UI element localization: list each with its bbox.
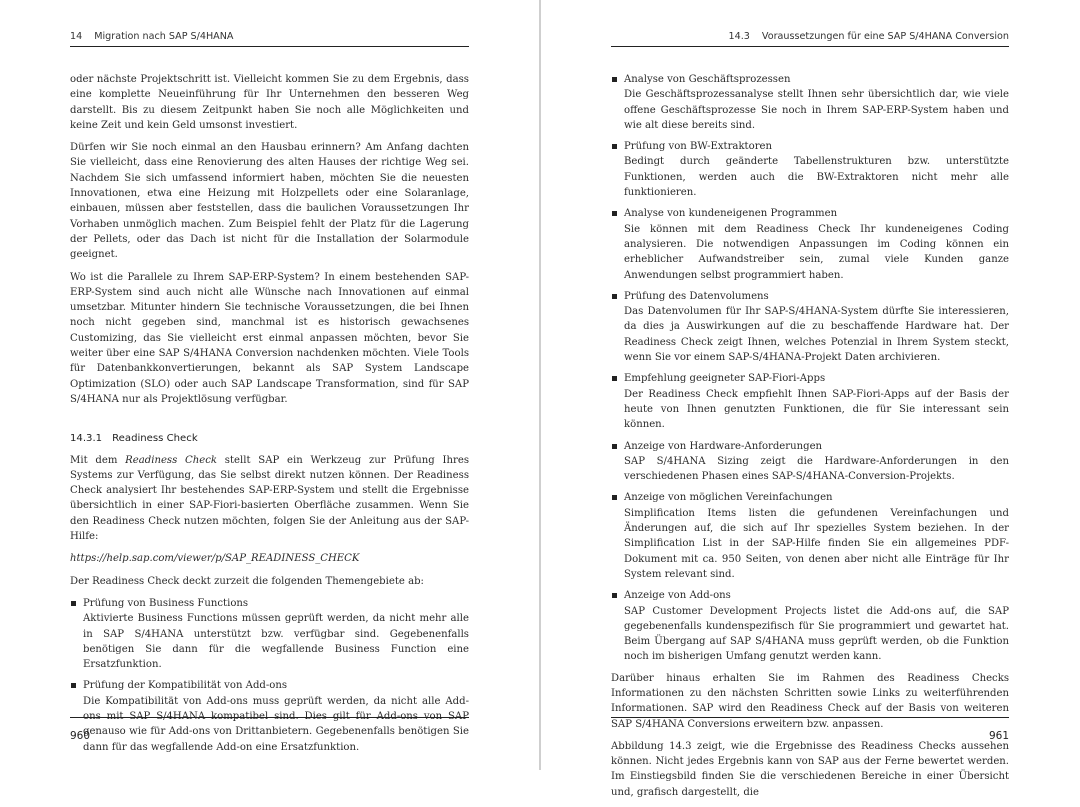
intro-paragraph (70, 453, 469, 545)
bullet-square-icon (612, 593, 617, 598)
right-running-header (611, 28, 1009, 47)
body-paragraph: oder nächste Projektschritt ist. Vielleicht kommen Sie zu dem Ergebnis, dass eine komplette Neueinführung für Ihr Unternehmen den besseren Weg darstellt. Bis zu diesem Zeitpunkt haben Sie noch alle Möglichkeiten und keine Zeit und kein Geld umsonst investiert. (70, 74, 469, 131)
bullet-square-icon (612, 495, 617, 500)
bullet-square-icon (612, 294, 617, 299)
body-paragraph: Dürfen wir Sie noch einmal an den Hausbau erinnern? Am Anfang dachten Sie vielleicht, dass eine Renovierung des alten Hauses der richtige Weg sei. Nachdem Sie sich umfassend informiert haben, möchten Sie die neuesten Innovationen, etwa eine Heizung mit Holzpellets oder eine Solaranlage, einbauen, müssen aber feststellen, dass die baulichen Voraussetzungen Ihr Vorhaben unmöglich machen. Zum Beispiel fehlt der Platz für die Lagerung der Pellets, oder das Dach ist nicht für die Installation der Solarmodule geeignet. (70, 142, 469, 261)
list-item (70, 596, 469, 672)
list-item (611, 490, 1009, 582)
list-item-title: Prüfung von BW-Extraktoren (624, 141, 772, 153)
list-item-text: SAP S/4HANA Sizing zeigt die Hardware-Anforderungen in den verschiedenen Phasen eines SAP-S/4HANA-Conversion-Projekts. (624, 455, 1009, 483)
list-item-title: Anzeige von möglichen Vereinfachungen (624, 492, 833, 504)
list-item-title: Analyse von Geschäftsprozessen (624, 74, 791, 85)
list-item-text: Bedingt durch geänderte Tabellenstrukturen bzw. unterstützte Funktionen, werden auch die BW-Extraktoren nicht mehr alle funktionieren. (624, 156, 1009, 199)
bullet-square-icon (71, 601, 76, 606)
bullet-square-icon (612, 211, 617, 216)
help-url-link[interactable]: https://help.sap.com/viewer/p/SAP_READINESS_CHECK (70, 553, 360, 565)
right-topic-list (611, 72, 1009, 665)
right-section-title: Voraussetzungen für eine SAP S/4HANA Conversion (761, 31, 1009, 42)
list-item-title: Empfehlung geeigneter SAP-Fiori-Apps (624, 373, 826, 385)
list-item (611, 439, 1009, 485)
right-section-number: 14.3 (728, 31, 750, 42)
left-chapter-number: 14 (70, 31, 83, 42)
list-item-text: Sie können mit dem Readiness Check Ihr kundeneigenes Coding analysieren. Die notwendigen Anpassungen im Coding können ein erheblicher Aufwandstreiber sein, zumal viele Kunden ganze Anwendungen selbst programmiert haben. (624, 223, 1009, 281)
left-running-header (70, 28, 469, 47)
list-item-text: Aktivierte Business Functions müssen geprüft werden, da nicht mehr alle in SAP S/4HANA unterstützt bzw. verfügbar sind. Gegebenenfalls benötigen Sie dann für die wegfallende Business Function eine Ersatzfunktion. (83, 613, 469, 671)
bullet-square-icon (612, 144, 617, 149)
list-item-title: Prüfung von Business Functions (83, 597, 249, 609)
bullet-square-icon (612, 444, 617, 449)
intro-text-end: stellt SAP ein Werkzeug zur Prüfung Ihres Systems zur Verfügung, das Sie selbst direkt nutzen können. Der Readiness Check analysiert Ihr bestehendes SAP-ERP-System und stellt die Ergebnisse übersichtlich in einer SAP-Fiori-basierten Oberfläche zusammen. Wenn Sie den Readiness Check nutzen möchten, folgen Sie der Anleitung aus der SAP-Hilfe: (70, 454, 469, 543)
list-item-text: Die Geschäftsprozessanalyse stellt Ihnen sehr übersichtlich dar, wie viele offene Geschäftsprozesse Sie noch in Ihrem SAP-ERP-System haben und wie alt diese bereits sind. (624, 89, 1009, 131)
list-item (611, 72, 1009, 133)
section-heading (70, 431, 469, 446)
list-item (611, 588, 1009, 664)
list-item-text: Der Readiness Check empfiehlt Ihnen SAP-Fiori-Apps auf der Basis der heute von Ihnen genutzten Funktionen, die für Sie interessant sein können. (624, 388, 1009, 431)
left-page (0, 0, 539, 770)
left-page-number: 960 (70, 730, 91, 742)
list-item-title: Analyse von kundeneigenen Programmen (624, 208, 838, 220)
bullet-square-icon (71, 683, 76, 688)
section-title: Readiness Check (112, 433, 198, 445)
right-page-footer (611, 717, 1009, 742)
list-item-text: Simplification Items listen die gefundenen Vereinfachungen und Änderungen auf, die sich auf Ihr spezielles System beziehen. In der Simplification List in der SAP-Hilfe finden Sie ein allgemeines PDF-Dokument mit ca. 950 Seiten, von denen aber nicht alle Einträge für Ihr System relevant sind. (624, 507, 1009, 580)
list-item-title: Prüfung des Datenvolumens (624, 290, 769, 302)
list-item-text: SAP Customer Development Projects listet die Add-ons auf, die SAP gegebenenfalls kundenspezifisch für Sie programmiert und gewartet hat. Beim Übergang auf SAP S/4HANA muss geprüft werden, ob die Funktion noch im bisherigen Umfang genutzt werden kann. (624, 605, 1009, 663)
list-item (611, 289, 1009, 365)
list-item-title: Anzeige von Hardware-Anforderungen (624, 440, 823, 452)
body-paragraph: Abbildung 14.3 zeigt, wie die Ergebnisse des Readiness Checks aussehen können. Nicht jedes Ergebnis kann von SAP aus der Ferne bewertet werden. Im Einstiegsbild finden Sie die verschiedenen Bereiche in einer Übersicht und, grafisch dargestellt, die (611, 740, 1009, 798)
list-item-title: Anzeige von Add-ons (624, 590, 731, 602)
list-item-title: Prüfung der Kompatibilität von Add-ons (83, 680, 288, 692)
left-page-footer (70, 717, 469, 742)
body-paragraph: Darüber hinaus erhalten Sie im Rahmen des Readiness Checks Informationen zu den nächsten Schritten sowie Links zu weiterführenden Informationen. SAP wird den Readiness Check auf der Basis von weiteren SAP S/4HANA Conversions erweitern bzw. anpassen. (611, 672, 1009, 730)
right-page (541, 0, 1080, 798)
list-item-text: Die Kompatibilität von Add-ons muss geprüft werden, da nicht alle Add-ons mit SAP S/4HANA kompatibel sind. Dies gilt für Add-ons von SAP genauso wie für Add-ons von Drittanbietern. Gegebenenfalls benötigen Sie dann für das wegfallende Add-on eine Ersatzfunktion. (83, 695, 469, 753)
list-item (611, 139, 1009, 200)
body-paragraph: Wo ist die Parallele zu Ihrem SAP-ERP-System? In einem bestehenden SAP-ERP-System sind auch nicht alle Wünsche nach Innovationen auf einmal umsetzbar. Mitunter hindern Sie technische Voraussetzungen, die bei Ihnen noch nicht gegeben sind, manchmal ist es historisch gewachsenes Customizing, das Sie vielleicht erst einmal anpassen möchten, bevor Sie weiter über eine SAP S/4HANA Conversion nachdenken möchten. Viele Tools für Datenbankkonvertierungen, bekannt als SAP System Landscape Optimization (SLO) oder auch SAP Landscape Transformation, sind für SAP S/4HANA nur als Projektlösung verfügbar. (70, 271, 469, 405)
list-item (611, 371, 1009, 432)
section-number: 14.3.1 (70, 433, 103, 445)
intro-text-start: Mit dem (70, 454, 126, 466)
list-intro: Der Readiness Check deckt zurzeit die folgenden Themengebiete ab: (70, 575, 424, 587)
intro-emphasis: Readiness Check (125, 454, 218, 466)
bullet-square-icon (612, 376, 617, 381)
list-item (611, 206, 1009, 282)
left-page-body (70, 72, 469, 761)
left-chapter-title: Migration nach SAP S/4HANA (94, 31, 234, 42)
right-page-body (611, 72, 1009, 807)
right-page-number: 961 (988, 730, 1009, 742)
bullet-square-icon (612, 77, 617, 82)
list-item-text: Das Datenvolumen für Ihr SAP-S/4HANA-System dürfte Sie interessieren, da dies ja Auswirkungen auf die zu beschaffende Hardware hat. Der Readiness Check zeigt Ihnen, welches Potenzial in Ihrem System steckt, wenn Sie vor einem SAP-S/4HANA-Projekt Daten archivieren. (624, 306, 1009, 364)
